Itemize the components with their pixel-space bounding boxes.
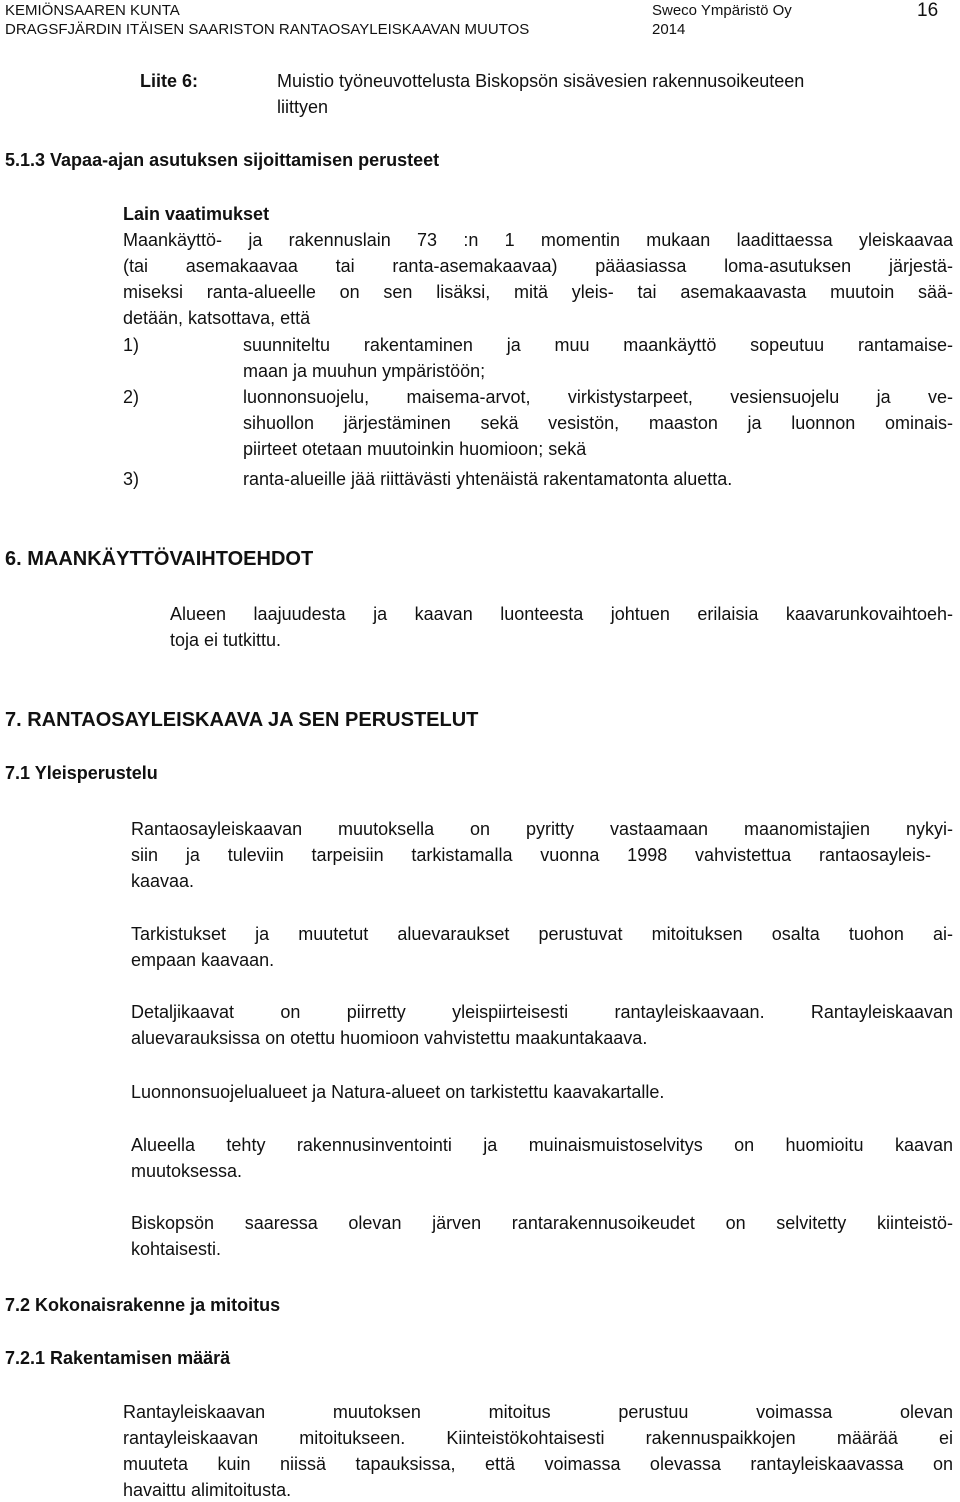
paragraph-line: Luonnonsuojelualueet ja Natura-alueet on tarkistettu kaavakartalle.	[131, 1082, 665, 1102]
header-org: KEMIÖNSAAREN KUNTA	[5, 2, 180, 19]
appendix-title-line: Muistio työneuvottelusta Biskopsön sisävesien rakennusoikeuteen	[277, 71, 805, 91]
subsection-heading: 7.2.1 Rakentamisen määrä	[5, 1348, 231, 1368]
paragraph-line: muutoksessa.	[131, 1161, 243, 1181]
list-item-line: ranta-alueille jää riittävästi yhtenäistä rakentamatonta aluetta.	[243, 469, 733, 489]
paragraph-line: Rantaosayleiskaavan muutoksella on pyritty vastaamaan maanomistajien nykyi-	[131, 819, 953, 839]
paragraph-line: (tai asemakaavaa tai ranta-asemakaavaa) pääasiassa loma-asutuksen järjestä-	[123, 256, 953, 276]
appendix-label: Liite 6:	[140, 71, 199, 91]
list-item-line: luonnonsuojelu, maisema-arvot, virkistystarpeet, vesiensuojelu ja ve-	[243, 387, 953, 407]
header-company: Sweco Ympäristö Oy	[652, 2, 792, 19]
paragraph-line: Alueella tehty rakennusinventointi ja muinaismuistoselvitys on huomioitu kaavan	[131, 1135, 953, 1155]
paragraph-line: Biskopsön saaressa olevan järven rantarakennusoikeudet on selvitetty kiinteistö-	[131, 1213, 953, 1233]
paragraph-line: kohtaisesti.	[131, 1239, 222, 1259]
paragraph-line: detään, katsottava, että	[123, 308, 311, 328]
paragraph-line: aluevarauksissa on otettu huomioon vahvistettu maakuntakaava.	[131, 1028, 648, 1048]
section-heading: 5.1.3 Vapaa-ajan asutuksen sijoittamisen perusteet	[5, 150, 440, 170]
paragraph-line: Maankäyttö- ja rakennuslain 73 :n 1 momentin mukaan laadittaessa yleiskaavaa	[123, 230, 953, 250]
header-year: 2014	[652, 21, 686, 38]
paragraph-line: siin ja tuleviin tarpeisiin tarkistamalla vuonna 1998 vahvistettua rantaosayleis-	[131, 845, 931, 865]
subsection-heading: 7.2 Kokonaisrakenne ja mitoitus	[5, 1295, 281, 1315]
paragraph-line: toja ei tutkittu.	[170, 630, 282, 650]
paragraph-line: rantayleiskaavan mitoitukseen. Kiinteistökohtaisesti rakennuspaikkojen määrää ei	[123, 1428, 953, 1448]
paragraph-line: Tarkistukset ja muutetut aluevaraukset perustuvat mitoituksen osalta tuohon ai-	[131, 924, 953, 944]
list-number: 3)	[123, 469, 140, 489]
paragraph-line: kaavaa.	[131, 871, 195, 891]
list-item-line: piirteet otetaan muutoinkin huomioon; sekä	[243, 439, 587, 459]
list-number: 2)	[123, 387, 140, 407]
page-number: 16	[917, 0, 939, 21]
subheading: Lain vaatimukset	[123, 204, 270, 224]
paragraph-line: empaan kaavaan.	[131, 950, 275, 970]
paragraph-line: Rantayleiskaavan muutoksen mitoitus perustuu voimassa olevan	[123, 1402, 953, 1422]
paragraph-line: Detaljikaavat on piirretty yleispiirteisesti rantayleiskaavaan. Rantayleiskaavan	[131, 1002, 953, 1022]
list-item-line: maan ja muuhun ympäristöön;	[243, 361, 486, 381]
section-heading: 7. RANTAOSAYLEISKAAVA JA SEN PERUSTELUT	[5, 709, 479, 731]
appendix-title-line: liittyen	[277, 97, 329, 117]
list-item-line: sihuollon järjestäminen sekä vesistön, maaston ja luonnon ominais-	[243, 413, 953, 433]
paragraph-line: miseksi ranta-alueelle on sen lisäksi, mitä yleis- tai asemakaavasta muutoin sää-	[123, 282, 953, 302]
paragraph-line: Alueen laajuudesta ja kaavan luonteesta johtuen erilaisia kaavarunkovaihtoeh-	[170, 604, 953, 624]
header-document-title: DRAGSFJÄRDIN ITÄISEN SAARISTON RANTAOSAYLEISKAAVAN MUUTOS	[5, 21, 530, 38]
subsection-heading: 7.1 Yleisperustelu	[5, 763, 158, 783]
list-item-line: suunniteltu rakentaminen ja muu maankäyttö sopeutuu rantamaise-	[243, 335, 953, 355]
section-heading: 6. MAANKÄYTTÖVAIHTOEHDOT	[5, 548, 314, 570]
list-number: 1)	[123, 335, 140, 355]
paragraph-line: muuteta kuin niissä tapauksissa, että voimassa olevassa rantayleiskaavassa on	[123, 1454, 953, 1474]
paragraph-line: havaittu alimitoitusta.	[123, 1480, 292, 1500]
